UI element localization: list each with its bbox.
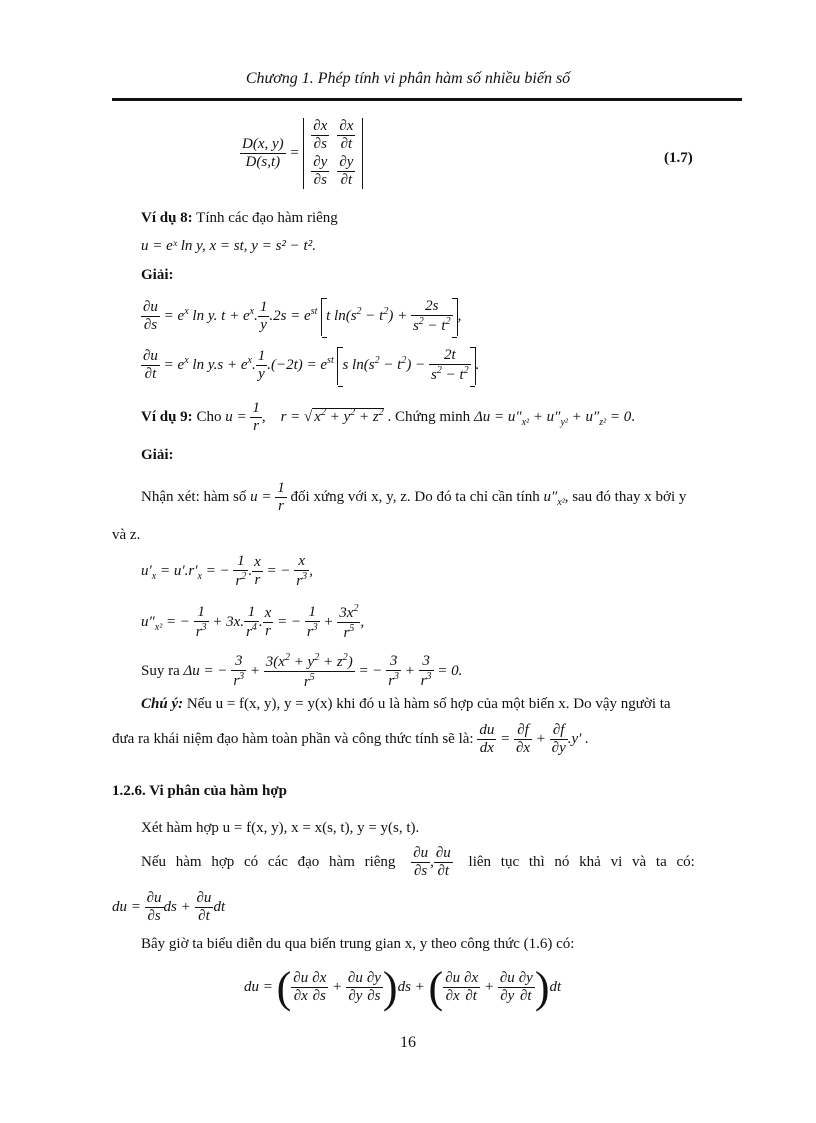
example-9-solution-label: Giải: bbox=[141, 447, 174, 463]
example-8-solution-label: Giải: bbox=[141, 267, 174, 283]
section-p3: Bây giờ ta biểu diễn du qua biến trung gian x, y theo công thức (1.6) có: bbox=[141, 936, 575, 952]
chain-rule-formula: du = ( $\frac{\partial u}{\partial x}$ $\frac{\partial x}{\partial s}$ + $\frac{\partial u}{\partial y}$ $\frac{\partial y}{\partial s}$ )ds + ( $\frac{\partial u}{\partial x}$ $\frac{\partial x}{\partial t}$ + $\frac{\partial u}{\partial y}$ $\frac{\partial y}{\partial t}$ )dt bbox=[244, 963, 562, 1012]
conclusion: Suy ra Δu = − $\frac{3}{r^3}$ + $\frac{3(x^2 + y^2 + z^2)}{r^5}$ = − $\frac{3}{r^3}$ + $\frac{3}{r^3}$ = 0. bbox=[141, 652, 463, 691]
equation-number: (1.7) bbox=[664, 150, 693, 166]
note-line-1: Chú ý: Nếu u = f(x, y), y = y(x) khi đó u là hàm số hợp của một biến x. Do vậy người ta bbox=[141, 696, 671, 712]
jacobian-formula: $\frac{D(x, y)}{D(s,t)}$ = $\frac{\partial x}{\partial s}$ $\frac{\partial x}{\partial t}$ $\frac{\partial y}{\partial s}$ $\frac{\partial y}{\partial t}$ bbox=[240, 118, 363, 189]
chapter-header: Chương 1. Phép tính vi phân hàm số nhiều biến số bbox=[245, 70, 571, 87]
note-line-2: đưa ra khái niệm đạo hàm toàn phần và công thức tính sẽ là: $\frac{du}{dx}$ = $\frac{\partial f}{\partial x}$ + $\frac{\partial f}{\partial y}$ .y′ . bbox=[112, 722, 589, 757]
section-p1: Xét hàm hợp u = f(x, y), x = x(s, t), y = y(s, t). bbox=[141, 820, 420, 836]
example-9-statement: Ví dụ 9: Cho u = $\frac{1}{r}$ , r = √ $x^2 + y^2 + z^2$ . Chứng minh $\Delta u = u''_{x^2} + u''_{y^2} + u''_{z^2} = 0$. bbox=[141, 400, 636, 435]
example-9-remark-cont: và z. bbox=[112, 527, 141, 543]
example-8-statement: u = eˣ ln y, x = st, y = s² − t². bbox=[141, 238, 316, 254]
example-9-remark: Nhận xét: hàm số u = $\frac{1}{r}$ đối xứng với x, y, z. Do đó ta chỉ cần tính $u''_{x^2}$, sau đó thay x bởi y bbox=[141, 480, 687, 515]
header-rule bbox=[112, 98, 742, 101]
section-p2: Nếu hàm hợp có các đạo hàm riêng $\frac{\partial u}{\partial s}$ , $\frac{\partial u}{\partial t}$ liên tục thì nó khả vi và ta có: bbox=[141, 845, 695, 880]
example-8-line-2: $\frac{\partial u}{\partial t}$ = $e^x$ $\ln y.s + e^x$. $\frac{1}{y}$ $.(-2t) = e^{st}$ s $\ln(s^2 - t^2)$ − $\frac{2t}{s^2 - t^2}$ . bbox=[143, 347, 480, 384]
second-derivative: $u''_{x^2}$ = − $\frac{1}{r^3}$ + 3x. $\frac{1}{r^4}$ . $\frac{x}{r}$ = − $\frac{1}{r^3}$ + $\frac{3x^2}{r^5}$ , bbox=[141, 603, 365, 642]
section-title: 1.2.6. Vi phân của hàm hợp bbox=[112, 783, 288, 799]
example-8-line-1: $\frac{\partial u}{\partial s}$ = $e^x$ ln y. $t + e^x$. $\frac{1}{y}$ $.2s = e^{st}$ t $\ln(s^2 - t^2)$ + $\frac{2s}{s^2 - t^2}$ , bbox=[143, 298, 462, 335]
first-derivative: $u'_x = u'.r'_x$ = − $\frac{1}{r^2}$ . $\frac{x}{r}$ = − $\frac{x}{r^3}$ , bbox=[141, 553, 313, 590]
jacobian-determinant: $\frac{\partial x}{\partial s}$ $\frac{\partial x}{\partial t}$ $\frac{\partial y}{\partial s}$ $\frac{\partial y}{\partial t}$ bbox=[303, 118, 363, 189]
page-number: 16 bbox=[400, 1034, 416, 1051]
total-differential: du = $\frac{\partial u}{\partial s}$ ds + $\frac{\partial u}{\partial t}$ dt bbox=[112, 890, 226, 925]
example-8-heading: Ví dụ 8: Tính các đạo hàm riêng bbox=[141, 210, 338, 226]
